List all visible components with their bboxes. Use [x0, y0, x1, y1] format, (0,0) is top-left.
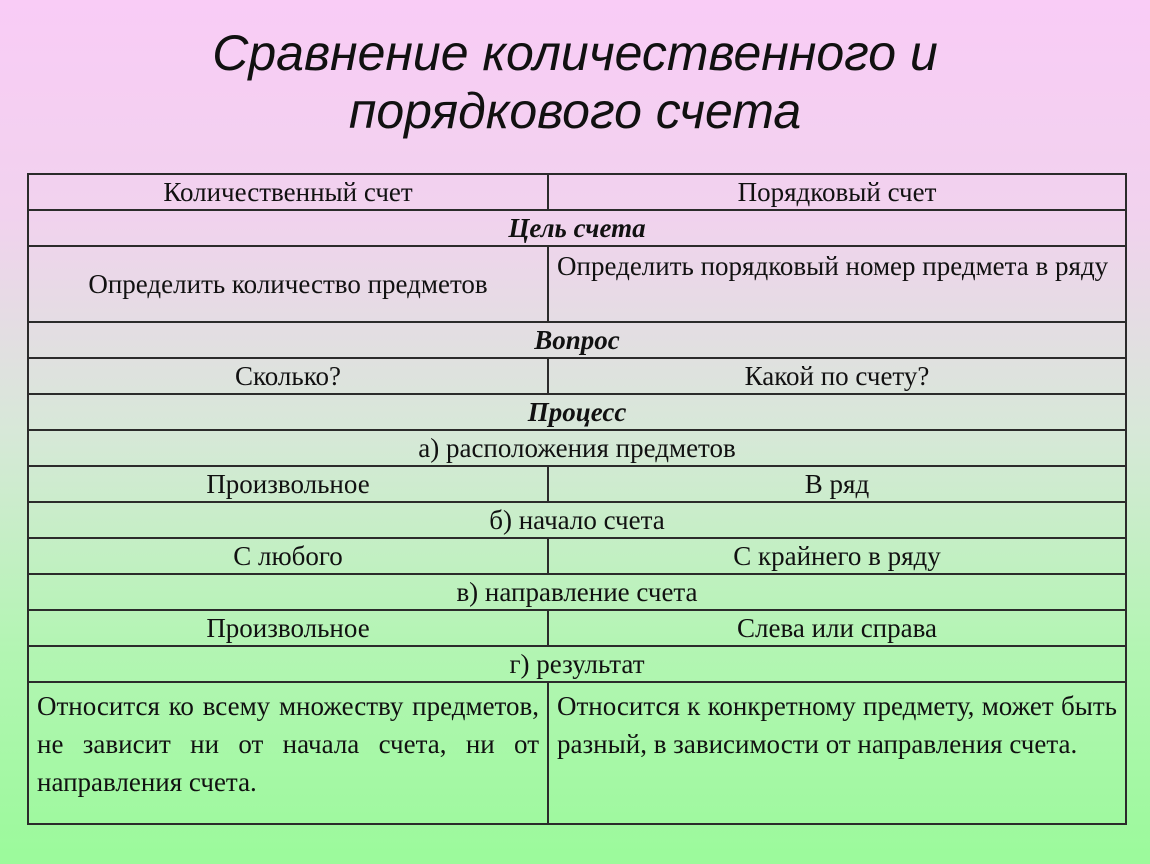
subsection-start: б) начало счета: [28, 502, 1126, 538]
question-quantitative: Сколько?: [28, 358, 548, 394]
arrangement-ordinal: В ряд: [548, 466, 1126, 502]
start-row: [28, 538, 1126, 574]
section-row-question: [28, 322, 1126, 358]
slide-title-line-2: порядкового счета: [348, 83, 802, 139]
subsection-direction: в) направление счета: [28, 574, 1126, 610]
start-quantitative: С любого: [28, 538, 548, 574]
subsection-row-arrangement: [28, 430, 1126, 466]
slide-title-line-1: Сравнение количественного и: [212, 25, 938, 81]
question-ordinal: Какой по счету?: [548, 358, 1126, 394]
subsection-arrangement: а) расположения предметов: [28, 430, 1126, 466]
result-ordinal: Относится к конкретному предмету, может быть разный, в зависимости от направления счета.: [548, 682, 1126, 824]
subsection-result: г) результат: [28, 646, 1126, 682]
goal-row: [28, 246, 1126, 322]
question-row: [28, 358, 1126, 394]
direction-quantitative: Произвольное: [28, 610, 548, 646]
subsection-row-result: [28, 646, 1126, 682]
header-quantitative: Количественный счет: [28, 174, 548, 210]
section-question: Вопрос: [28, 322, 1126, 358]
goal-quantitative: Определить количество предметов: [28, 246, 548, 322]
direction-row: [28, 610, 1126, 646]
header-row: [28, 174, 1126, 210]
section-row-goal: [28, 210, 1126, 246]
slide-title: [0, 24, 1150, 140]
arrangement-row: [28, 466, 1126, 502]
result-row: [28, 682, 1126, 824]
section-row-process: [28, 394, 1126, 430]
start-ordinal: С крайнего в ряду: [548, 538, 1126, 574]
subsection-row-start: [28, 502, 1126, 538]
subsection-row-direction: [28, 574, 1126, 610]
direction-ordinal: Слева или справа: [548, 610, 1126, 646]
result-quantitative: Относится ко всему множеству предметов, не зависит ни от начала счета, ни от направления счета.: [28, 682, 548, 824]
section-goal: Цель счета: [28, 210, 1126, 246]
comparison-table: [27, 173, 1127, 825]
header-ordinal: Порядковый счет: [548, 174, 1126, 210]
goal-ordinal: Определить порядковый номер предмета в ряду: [548, 246, 1126, 322]
arrangement-quantitative: Произвольное: [28, 466, 548, 502]
section-process: Процесс: [28, 394, 1126, 430]
